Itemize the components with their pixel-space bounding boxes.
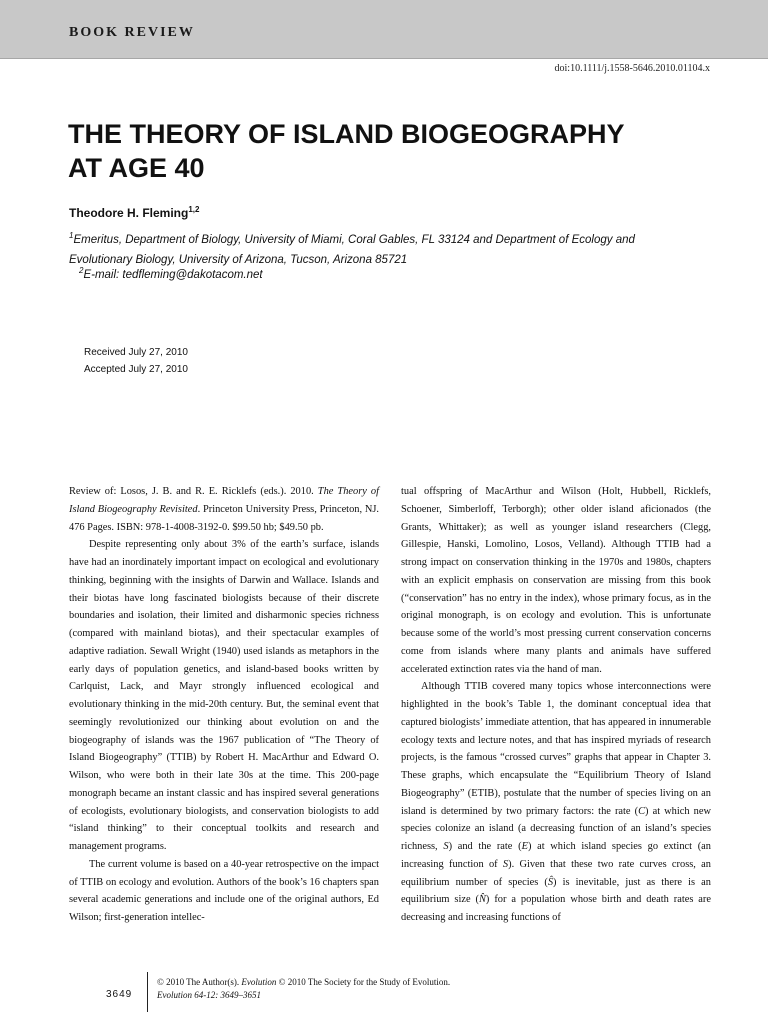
author-name xyxy=(69,205,199,220)
journal-citation: Evolution 64-12: 3649–3651 xyxy=(157,990,261,1000)
email-text[interactable]: E-mail: tedfleming@dakotacom.net xyxy=(83,268,263,281)
symbol-s: S xyxy=(443,841,449,852)
review-of-citation xyxy=(69,483,379,536)
accepted-date: Accepted July 27, 2010 xyxy=(84,364,188,375)
email xyxy=(79,266,263,281)
page-number: 3649 xyxy=(106,989,133,1000)
title-line: THE THEORY OF ISLAND BIOGEOGRAPHY xyxy=(68,119,625,149)
email-superscript: 2 xyxy=(79,266,84,275)
journal-name: Evolution xyxy=(241,977,277,987)
header-band xyxy=(0,0,768,59)
author-superscript: 1,2 xyxy=(188,205,200,214)
paragraph-text: ) at which island species go extinct (an increasing function of xyxy=(401,841,711,870)
section-label: BOOK REVIEW xyxy=(69,25,195,40)
affiliation-line: Emeritus, Department of Biology, University of Miami, Coral Gables, FL 33124 and Department of Ecology and xyxy=(73,233,635,246)
paragraph: The current volume is based on a 40-year retrospective on the impact of TTIB on ecology and evolution. Authors of the book’s 16 chapters span several academic generations and include one of the original authors, Ed Wilson; first-generation intellec- xyxy=(69,858,379,923)
paragraph xyxy=(401,678,711,927)
author-name-text: Theodore H. Fleming xyxy=(69,206,189,220)
review-of-suffix: . Princeton University Press, Princeton, NJ. 476 Pages. ISBN: 978-1-4008-3192-0. $99.50 hb; $49.50 pb. xyxy=(69,503,380,533)
book-title: The Theory of Island Biogeography Revisited xyxy=(69,486,379,515)
paragraph: tual offspring of MacArthur and Wilson (Holt, Hubbell, Ricklefs, Schoener, Simberloff, Terborgh); other older island aficionados (the Grants, Whittaker); as well as younger island researchers (Clegg, Gillespie, Hanski, Lomolino, Losos, Velland). Although TTIB had a strong impact on conservation thinking in the 1970s and 1980s, chapters with an explicit emphasis on conservation are missing from this book (“conservation” has no entry in the index), whose primary focus, as in the original monograph, is on ecology and evolution. This is unfortunate because some of the world’s most pressing current conservation concerns come from islands where many plants and animals have suffered accelerated extinction rates via the hand of man. xyxy=(401,486,711,675)
paragraph: Despite representing only about 3% of the earth’s surface, islands have had an inordinately important impact on ecological and evolutionary thinking, beginning with the insights of Darwin and Wallace. Islands and their biotas have long fascinated biologists because of their discrete boundaries and isolation, their limited and disharmonic species richness (compared with mainland biotas), and their spectacular examples of adaptive radiation. Sewall Wright (1940) used islands as metaphors in the early days of population genetics, and island-based books written by Carlquist, Lack, and Mayr strongly influenced ecological and evolutionary thinking in the mid-20th century. But, the seminal event that seemingly revolutionized our thinking about evolution on and the biogeography of islands was the 1967 publication of “The Theory of Island Biogeography” (TTIB) by Robert H. MacArthur and Edward O. Wilson, who were both in their late 30s at the time. This 200-page monograph became an instant classic and has inspired several generations of ecologists, evolutionary biologists, and conservation biologists to add “island thinking” to their conceptual toolkits and research and management programs. xyxy=(69,539,379,852)
footer-copyright xyxy=(157,976,450,1002)
paragraph-text: ). Given that these two rate curves cross, an equilibrium number of species ( xyxy=(401,858,711,888)
doi[interactable]: doi:10.1111/j.1558-5646.2010.01104.x xyxy=(554,63,710,74)
review-of-prefix: Review of: Losos, J. B. and R. E. Ricklefs (eds.). 2010. xyxy=(69,486,318,497)
received-date: Received July 27, 2010 xyxy=(84,347,188,358)
copyright-prefix: © 2010 The Author(s). xyxy=(157,977,242,987)
paragraph-text: ) is inevitable, just as there is an equilibrium size ( xyxy=(401,876,711,906)
article-title xyxy=(68,117,708,185)
symbol-e: E xyxy=(521,841,528,852)
affiliation-superscript: 1 xyxy=(69,231,74,240)
left-column xyxy=(69,483,379,927)
symbol-c: C xyxy=(638,805,646,817)
copyright-suffix: © 2010 The Society for the Study of Evolution. xyxy=(276,977,451,987)
paragraph-text: ) for a population whose birth and death rates are decreasing and increasing functions of xyxy=(401,894,711,923)
symbol-n-hat: N̂ xyxy=(478,894,486,906)
affiliation xyxy=(69,226,689,270)
dates xyxy=(84,344,188,378)
right-column xyxy=(401,483,711,927)
paragraph-text: ) at which new species colonize an island (a decreasing function of an island’s species richness, xyxy=(401,805,711,852)
title-line: AT AGE 40 xyxy=(68,153,205,183)
symbol-s: S xyxy=(502,858,509,870)
symbol-s-hat: Ŝ xyxy=(547,876,554,888)
affiliation-line: Evolutionary Biology, University of Arizona, Tucson, Arizona 85721 xyxy=(69,253,408,266)
paragraph-text: ) and the rate ( xyxy=(448,841,522,852)
footer-divider xyxy=(147,972,148,1012)
paragraph-text: Although TTIB covered many topics whose interconnections were highlighted in the book’s Table 1, the dominant conceptual idea that captured biologists’ immediate attention, that has appeared in innumerable ecology texts and lecture notes, and that has inspired myriads of research projects, is the famous “crossed curves” graphs that appear in Chapter 3. These graphs, which encapsulate the “Equilibrium Theory of Island Biogeography” (ETIB), postulate that the number of species living on an island is determined by two primary factors: the rate ( xyxy=(401,681,711,817)
